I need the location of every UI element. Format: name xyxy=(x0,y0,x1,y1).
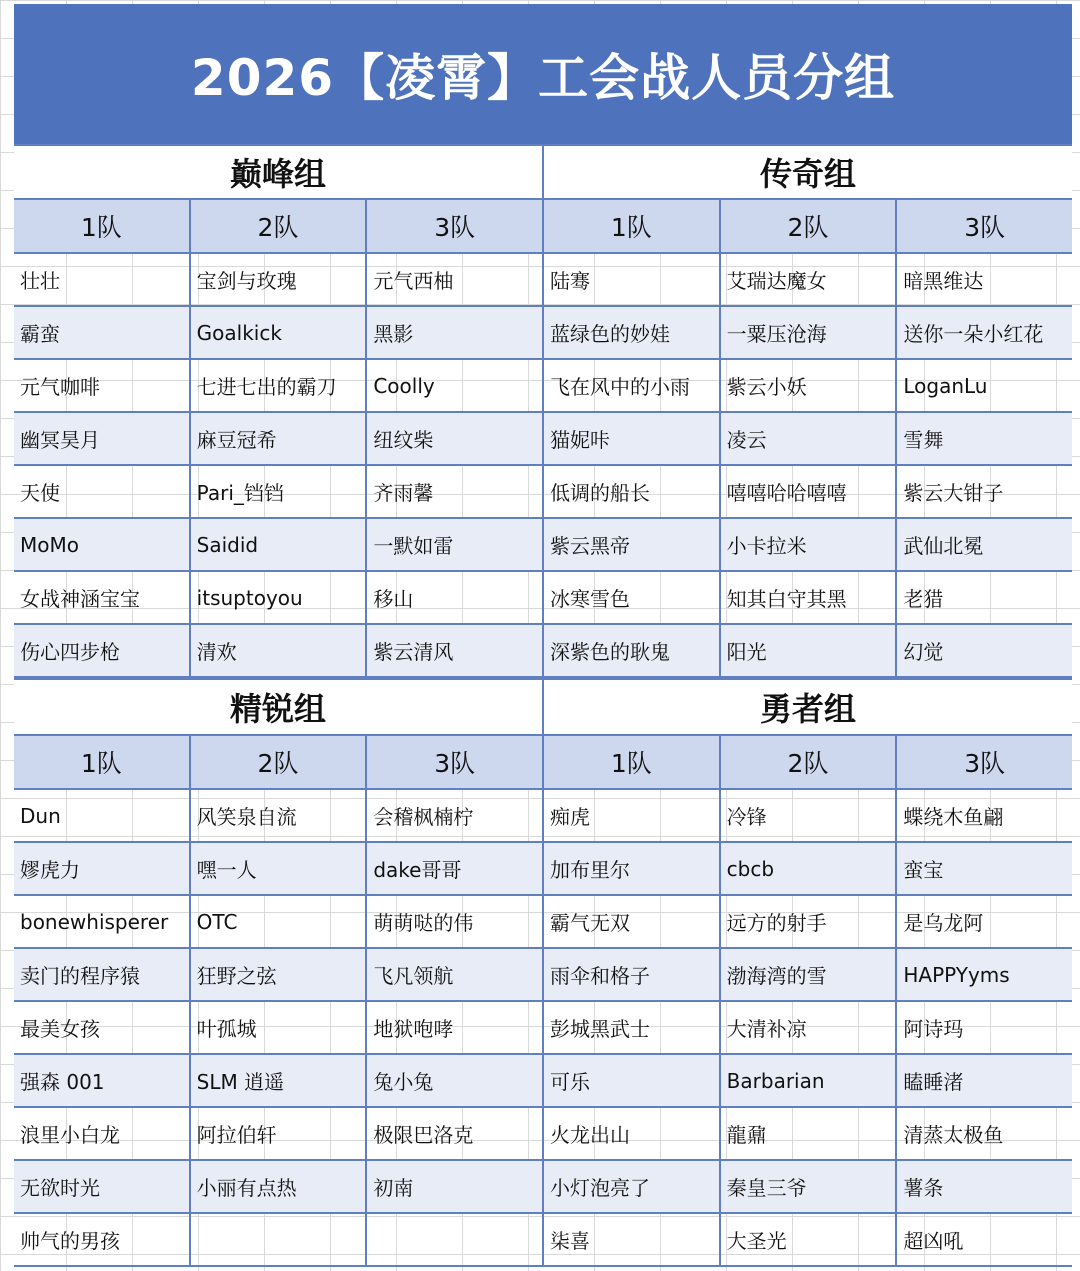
member-row xyxy=(14,572,542,625)
member-cell[interactable]: 风笑泉自流 xyxy=(189,790,366,841)
member-cell[interactable]: 陆骞 xyxy=(550,269,590,293)
member-cell[interactable]: 兔小兔 xyxy=(365,1055,542,1106)
member-row xyxy=(14,896,542,949)
member-cell[interactable]: 紫云小妖 xyxy=(719,360,896,411)
member-cell[interactable] xyxy=(365,1214,542,1265)
member-cell[interactable]: 雪舞 xyxy=(895,413,1072,464)
member-row xyxy=(14,307,542,360)
member-row xyxy=(14,625,542,678)
member-row xyxy=(14,519,542,572)
member-cell[interactable]: bonewhisperer xyxy=(20,909,169,934)
member-cell[interactable]: itsuptoyou xyxy=(189,572,366,623)
member-cell[interactable]: 蓝绿色的妙娃 xyxy=(550,322,670,346)
member-cell[interactable]: 宝剑与玫瑰 xyxy=(189,254,366,305)
member-cell[interactable]: 伤心四步枪 xyxy=(20,640,120,664)
member-cell[interactable]: 加布里尔 xyxy=(550,858,630,882)
team-header-row xyxy=(14,200,542,254)
member-cell[interactable]: 紫云大钳子 xyxy=(895,466,1072,517)
member-cell[interactable]: 柒喜 xyxy=(550,1229,590,1253)
member-cell[interactable]: 秦皇三爷 xyxy=(719,1161,896,1212)
member-row xyxy=(544,896,1072,949)
member-cell[interactable]: 初南 xyxy=(365,1161,542,1212)
member-cell[interactable]: 阿诗玛 xyxy=(895,1002,1072,1053)
member-cell[interactable]: 凌云 xyxy=(719,413,896,464)
member-row xyxy=(14,949,542,1002)
member-cell[interactable]: 黑影 xyxy=(365,307,542,358)
member-cell[interactable]: 移山 xyxy=(365,572,542,623)
member-cell[interactable]: 龍鼐 xyxy=(719,1108,896,1159)
member-row xyxy=(544,519,1072,572)
member-row xyxy=(544,466,1072,519)
member-cell[interactable]: 七进七出的霸刀 xyxy=(189,360,366,411)
member-row xyxy=(544,1214,1072,1267)
member-cell[interactable]: Coolly xyxy=(365,360,542,411)
member-cell[interactable]: cbcb xyxy=(719,843,896,894)
team-header-3: 3队 xyxy=(365,736,542,788)
member-cell[interactable]: 紫云黑帝 xyxy=(550,534,630,558)
member-cell[interactable]: MoMo xyxy=(20,532,79,557)
member-cell[interactable]: 送你一朵小红花 xyxy=(895,307,1072,358)
member-row xyxy=(14,466,542,519)
sheet-title: 2026【凌霄】工会战人员分组 xyxy=(14,4,1072,144)
member-cell[interactable]: 强森 001 xyxy=(20,1070,105,1094)
group-peak xyxy=(14,144,542,678)
team-header-1: 1队 xyxy=(80,749,122,778)
team-header-2: 2队 xyxy=(719,200,896,252)
member-cell[interactable]: 极限巴洛克 xyxy=(365,1108,542,1159)
member-row xyxy=(14,1214,542,1267)
team-header-row xyxy=(544,736,1072,790)
member-cell[interactable]: 雨伞和格子 xyxy=(550,964,650,988)
member-cell[interactable]: 幻觉 xyxy=(895,625,1072,676)
member-cell[interactable]: 嘿一人 xyxy=(189,843,366,894)
member-cell[interactable]: HAPPYyms xyxy=(895,949,1072,1000)
group-title: 传奇组 xyxy=(544,144,1072,200)
member-row xyxy=(14,843,542,896)
member-cell[interactable]: 小丽有点热 xyxy=(189,1161,366,1212)
member-cell[interactable]: Goalkick xyxy=(189,307,366,358)
member-cell[interactable]: 狂野之弦 xyxy=(189,949,366,1000)
team-header-3: 3队 xyxy=(895,736,1072,788)
member-cell[interactable]: 萌萌哒的伟 xyxy=(365,896,542,947)
member-cell[interactable]: 清欢 xyxy=(189,625,366,676)
roster-sheet xyxy=(14,4,1072,1267)
member-cell[interactable]: 元气咖啡 xyxy=(20,375,100,399)
team-header-3: 3队 xyxy=(365,200,542,252)
member-cell[interactable]: 阳光 xyxy=(719,625,896,676)
member-row xyxy=(14,1002,542,1055)
member-row xyxy=(14,1055,542,1108)
team-header-row xyxy=(544,200,1072,254)
member-row xyxy=(544,254,1072,307)
member-cell[interactable]: 纽纹柴 xyxy=(365,413,542,464)
member-cell[interactable]: 无欲时光 xyxy=(20,1176,100,1200)
member-row xyxy=(544,572,1072,625)
member-cell[interactable]: 渤海湾的雪 xyxy=(719,949,896,1000)
member-cell[interactable]: 壮壮 xyxy=(20,269,60,293)
member-cell[interactable]: 小卡拉米 xyxy=(719,519,896,570)
upper-groups xyxy=(14,144,1072,678)
member-cell[interactable]: 飞凡领航 xyxy=(365,949,542,1000)
member-cell[interactable]: 知其白守其黑 xyxy=(719,572,896,623)
member-cell[interactable]: 一默如雷 xyxy=(365,519,542,570)
member-cell[interactable]: 冷锋 xyxy=(719,790,896,841)
member-cell[interactable]: LoganLu xyxy=(895,360,1072,411)
member-row xyxy=(544,1002,1072,1055)
member-cell[interactable]: 低调的船长 xyxy=(550,481,650,505)
member-cell[interactable]: 麻豆冠希 xyxy=(189,413,366,464)
member-cell[interactable]: 火龙出山 xyxy=(550,1123,630,1147)
member-cell[interactable]: 蝶绕木鱼翩 xyxy=(895,790,1072,841)
member-cell[interactable]: 猫妮咔 xyxy=(550,428,610,452)
member-row xyxy=(544,360,1072,413)
member-row xyxy=(544,307,1072,360)
member-cell[interactable]: 瞌睡渚 xyxy=(895,1055,1072,1106)
team-header-3: 3队 xyxy=(895,200,1072,252)
member-cell[interactable]: 一粟压沧海 xyxy=(719,307,896,358)
group-title: 精锐组 xyxy=(14,678,542,736)
member-cell[interactable]: 浪里小白龙 xyxy=(20,1123,120,1147)
member-cell[interactable]: 嫪虎力 xyxy=(20,858,80,882)
member-cell[interactable]: 冰寒雪色 xyxy=(550,587,630,611)
group-brave xyxy=(542,678,1072,1267)
member-cell[interactable]: Barbarian xyxy=(719,1055,896,1106)
team-header-1: 1队 xyxy=(610,749,652,778)
member-cell[interactable]: 老猎 xyxy=(895,572,1072,623)
team-header-row xyxy=(14,736,542,790)
group-title: 勇者组 xyxy=(544,678,1072,736)
team-header-2: 2队 xyxy=(189,736,366,788)
member-row xyxy=(14,360,542,413)
member-cell[interactable]: 会稽枫楠柠 xyxy=(365,790,542,841)
member-cell[interactable]: 远方的射手 xyxy=(719,896,896,947)
member-cell[interactable] xyxy=(189,1214,366,1265)
member-cell[interactable]: 天使 xyxy=(20,481,60,505)
member-cell[interactable]: 霸蛮 xyxy=(20,322,60,346)
member-cell[interactable]: 是乌龙阿 xyxy=(895,896,1072,947)
member-cell[interactable]: 叶孤城 xyxy=(189,1002,366,1053)
member-row xyxy=(544,1108,1072,1161)
member-cell[interactable]: 武仙北冕 xyxy=(895,519,1072,570)
member-cell[interactable]: 超凶吼 xyxy=(895,1214,1072,1265)
member-row xyxy=(544,790,1072,843)
member-cell[interactable]: OTC xyxy=(189,896,366,947)
member-cell[interactable]: 霸气无双 xyxy=(550,911,630,935)
member-cell[interactable]: 紫云清风 xyxy=(365,625,542,676)
member-row xyxy=(14,1108,542,1161)
member-cell[interactable]: 齐雨馨 xyxy=(365,466,542,517)
member-cell[interactable]: 帅气的男孩 xyxy=(20,1229,120,1253)
member-row xyxy=(544,843,1072,896)
member-cell[interactable]: 痴虎 xyxy=(550,805,590,829)
member-cell[interactable]: 小灯泡亮了 xyxy=(550,1176,650,1200)
team-header-2: 2队 xyxy=(719,736,896,788)
member-cell[interactable]: Pari_铛铛 xyxy=(189,466,366,517)
member-cell[interactable]: 蛮宝 xyxy=(895,843,1072,894)
member-cell[interactable]: 飞在风中的小雨 xyxy=(550,375,690,399)
member-cell[interactable]: 最美女孩 xyxy=(20,1017,100,1041)
member-cell[interactable]: 阿拉伯轩 xyxy=(189,1108,366,1159)
member-row xyxy=(544,1055,1072,1108)
member-cell[interactable]: 薯条 xyxy=(895,1161,1072,1212)
group-elite xyxy=(14,678,542,1267)
member-cell[interactable]: 暗黑维达 xyxy=(895,254,1072,305)
member-cell[interactable]: dake哥哥 xyxy=(365,843,542,894)
member-cell[interactable]: SLM 逍遥 xyxy=(189,1055,366,1106)
member-cell[interactable]: 元气西柚 xyxy=(365,254,542,305)
team-header-1: 1队 xyxy=(80,213,122,242)
member-cell[interactable]: 大圣光 xyxy=(719,1214,896,1265)
member-cell[interactable]: 卖门的程序猿 xyxy=(20,964,140,988)
member-row xyxy=(14,254,542,307)
member-cell[interactable]: 彭城黑武士 xyxy=(550,1017,650,1041)
member-row xyxy=(14,790,542,843)
member-cell[interactable]: 清蒸太极鱼 xyxy=(895,1108,1072,1159)
member-row xyxy=(544,1161,1072,1214)
member-row xyxy=(544,949,1072,1002)
member-cell[interactable]: 深紫色的耿鬼 xyxy=(550,640,670,664)
member-row xyxy=(14,413,542,466)
member-cell[interactable]: 嘻嘻哈哈嘻嘻 xyxy=(719,466,896,517)
member-cell[interactable]: 女战神涵宝宝 xyxy=(20,587,140,611)
member-cell[interactable]: Saidid xyxy=(189,519,366,570)
member-cell[interactable]: Dun xyxy=(20,803,61,828)
member-cell[interactable]: 可乐 xyxy=(550,1070,590,1094)
team-header-2: 2队 xyxy=(189,200,366,252)
team-header-1: 1队 xyxy=(610,213,652,242)
lower-groups xyxy=(14,678,1072,1267)
member-cell[interactable]: 大清补凉 xyxy=(719,1002,896,1053)
member-row xyxy=(544,625,1072,678)
member-row xyxy=(14,1161,542,1214)
member-cell[interactable]: 地狱咆哮 xyxy=(365,1002,542,1053)
member-cell[interactable]: 幽冥昊月 xyxy=(20,428,100,452)
member-row xyxy=(544,413,1072,466)
member-cell[interactable]: 艾瑞达魔女 xyxy=(719,254,896,305)
group-title: 巅峰组 xyxy=(14,144,542,200)
group-legend xyxy=(542,144,1072,678)
